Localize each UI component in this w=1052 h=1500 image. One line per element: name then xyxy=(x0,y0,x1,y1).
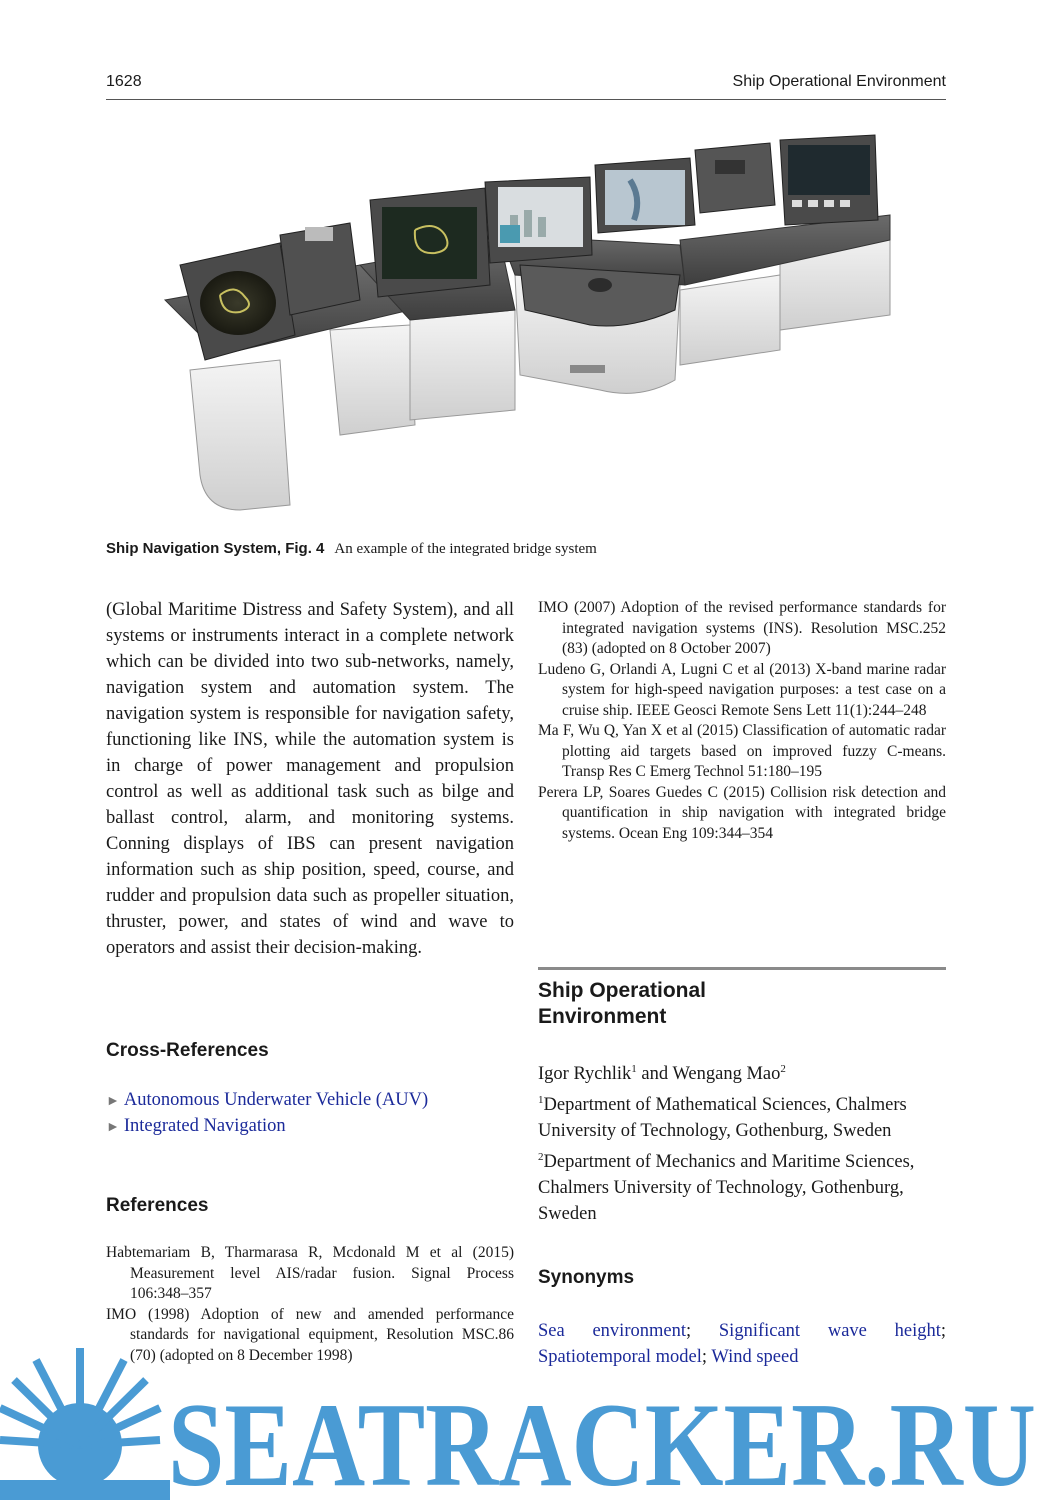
header-rule xyxy=(106,99,946,100)
console-pedestal-mid-left xyxy=(330,325,415,435)
figure-caption xyxy=(106,540,597,558)
reference-item: Ludeno G, Orlandi A, Lugni C et al (2013) X-band marine radar system for high-speed navigation purposes: a test case on a cruise ship. IEEE Geosci Remote Sens Lett 11(1):244–248 xyxy=(538,660,946,719)
control-panel-right xyxy=(695,143,775,213)
author-name: Wengang Mao xyxy=(672,1064,781,1085)
synonyms-list: Sea environment; Significant wave height; Spatiotemporal model; Wind speed xyxy=(538,1321,947,1367)
synonym-link[interactable]: Wind speed xyxy=(711,1347,799,1367)
synonym-link[interactable]: Sea environment xyxy=(538,1321,686,1341)
affiliation: $^2$Department of Mechanics and Maritime Sciences, Chalmers University of Technology, Gothenburg, Sweden xyxy=(538,1151,915,1225)
figure-caption-text: An example of the integrated bridge system xyxy=(334,541,597,557)
cross-reference-link[interactable]: ► Integrated Navigation xyxy=(106,1116,286,1136)
watermark-text: SEATRACKER.RU xyxy=(168,1378,1036,1500)
sun-logo-icon xyxy=(0,1348,170,1500)
entry-divider xyxy=(538,967,946,970)
references-list-right xyxy=(538,598,946,844)
entry-authors: Igor Rychlik$^1$ and Wengang Mao$^2$ $^1$Department of Mathematical Sciences, Chalmers University of Technology, Gothenburg, Sweden $^2$Department of Mechanics and Maritime Sciences, Chalmers University of Technology, Gothenburg, Sweden xyxy=(538,1056,958,1227)
reference-item: IMO (2007) Adoption of the revised performance standards for integrated navigation systems (INS). Resolution MSC.252 (83) (adopted on 8 October 2007) xyxy=(538,599,946,657)
watermark xyxy=(0,1330,1052,1500)
body-paragraph: (Global Maritime Distress and Safety System), and all systems or instruments interact in a complete network which can be divided into two sub-networks, namely, navigation system and automation system. The navigation system is responsible for navigation safety, functioning like INS, while the automation system is in charge of power management and propulsion control as well as additional task such as bilge and ballast control, alarm, and monitoring systems. Conning displays of IBS can present navigation information such as ship position, speed, course, and rudder and propulsion data such as propeller situation, thruster, power, and states of wind and wave to operators and assist their decision-making. xyxy=(106,600,514,958)
author-name: Igor Rychlik xyxy=(538,1064,632,1085)
console-pedestal-left xyxy=(190,360,290,510)
reference-item: IMO (1998) Adoption of new and amended performance standards for navigational equipment, Resolution MSC.86 (70) (adopted on 8 December 1998) xyxy=(106,1305,514,1364)
console-pedestal-right xyxy=(680,275,780,365)
console-pedestal-center xyxy=(410,310,515,420)
reference-item: Ma F, Wu Q, Yan X et al (2015) Classification of automatic radar plotting aid targets based on improved fuzzy C-means. Transp Res C Emerg Technol 51:180–195 xyxy=(538,722,946,780)
reference-item: Habtemariam B, Tharmarasa R, Mcdonald M et al (2015) Measurement level AIS/radar fusion. Signal Process 106:348–357 xyxy=(106,1244,514,1302)
entry-title: Ship Operational Environment xyxy=(538,979,707,1028)
cross-reference-link[interactable]: ► Autonomous Underwater Vehicle (AUV) xyxy=(106,1090,429,1110)
synonym-link[interactable]: Significant wave height xyxy=(718,1321,941,1341)
page-number: 1628 xyxy=(106,73,142,90)
cross-references-heading: Cross-References xyxy=(106,1040,269,1061)
synonym-link[interactable]: Spatiotemporal model xyxy=(538,1347,702,1367)
integrated-bridge-illustration xyxy=(160,125,900,525)
running-title: Ship Operational Environment xyxy=(732,73,946,90)
synonyms-heading: Synonyms xyxy=(538,1267,635,1288)
references-heading: References xyxy=(106,1195,209,1216)
figure-caption-label: Ship Navigation System, Fig. 4 xyxy=(106,540,325,557)
affiliation: $^1$Department of Mathematical Sciences, Chalmers University of Technology, Gothenburg, Sweden xyxy=(538,1094,907,1142)
reference-item: Perera LP, Soares Guedes C (2015) Collision risk detection and quantification in ship navigation with integrated bridge systems. Ocean Eng 109:344–354 xyxy=(538,783,946,842)
